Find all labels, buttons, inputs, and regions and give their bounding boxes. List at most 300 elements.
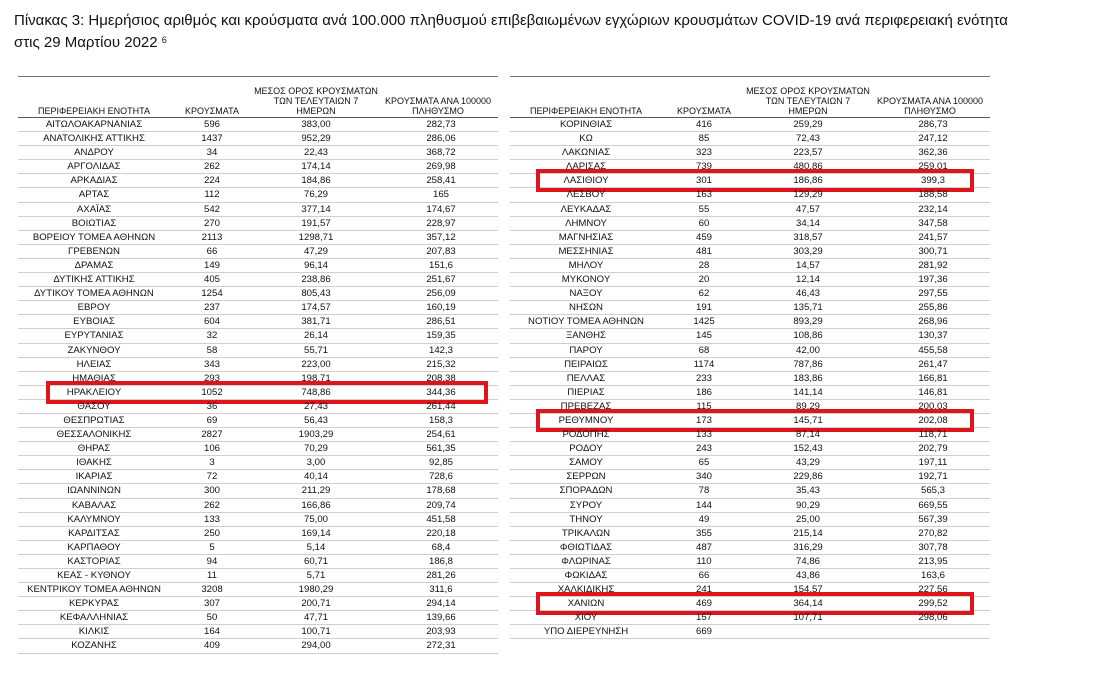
cell-per100k: 259,01 xyxy=(918,161,948,173)
table-row xyxy=(18,513,498,527)
cell-region: ΧΑΛΚΙΔΙΚΗΣ xyxy=(557,584,615,596)
table-caption xyxy=(14,10,1014,54)
cell-per100k: 728,6 xyxy=(428,471,453,483)
cell-avg7: 14,57 xyxy=(795,259,820,271)
cell-cases: 1254 xyxy=(201,288,223,300)
cell-region: ΑΙΤΩΛΟΑΚΑΡΝΑΝΙΑΣ xyxy=(45,119,143,130)
cell-avg7: 200,71 xyxy=(301,598,331,610)
table-row xyxy=(510,245,990,259)
table-row xyxy=(510,231,990,245)
left-table-body xyxy=(18,118,498,654)
cell-per100k: 208,38 xyxy=(426,372,456,384)
cell-region: ΛΑΡΙΣΑΣ xyxy=(565,161,607,173)
cell-cases: 94 xyxy=(206,555,218,567)
cell-per100k: 118,71 xyxy=(918,429,948,441)
cell-per100k: 130,37 xyxy=(918,330,948,342)
cell-avg7: 135,71 xyxy=(793,302,823,314)
cell-avg7: 100,71 xyxy=(301,626,331,638)
cell-avg7: 47,29 xyxy=(303,245,328,257)
table-row xyxy=(18,245,498,259)
cell-region: ΛΑΣΙΘΙΟΥ xyxy=(563,175,609,187)
table-row xyxy=(510,470,990,484)
cell-cases: 1174 xyxy=(693,358,715,370)
table-row xyxy=(18,160,498,174)
cell-cases: 542 xyxy=(203,203,220,215)
footnote-marker: 6 xyxy=(161,35,167,45)
table-row xyxy=(510,611,990,625)
cell-per100k: 286,73 xyxy=(918,119,948,130)
cell-avg7: 5,14 xyxy=(306,541,326,553)
cell-cases: 133 xyxy=(203,513,220,525)
cell-avg7: 35,43 xyxy=(795,485,820,497)
cell-region: ΙΘΑΚΗΣ xyxy=(76,457,112,469)
cell-per100k: 344,36 xyxy=(426,386,456,398)
cell-avg7: 952,29 xyxy=(301,133,331,145)
cell-region: ΜΗΛΟΥ xyxy=(568,259,604,271)
cell-cases: 72 xyxy=(206,471,218,483)
cell-cases: 157 xyxy=(695,612,712,624)
cell-region: ΝΗΣΩΝ xyxy=(569,302,603,314)
cell-per100k: 202,08 xyxy=(918,414,948,426)
cell-cases: 58 xyxy=(206,344,218,356)
table-row xyxy=(510,188,990,202)
cell-region: ΑΝΔΡΟΥ xyxy=(74,147,114,159)
cell-cases: 262 xyxy=(203,499,220,511)
cell-avg7: 145,71 xyxy=(793,414,823,426)
cell-cases: 62 xyxy=(698,288,710,300)
cell-cases: 241 xyxy=(695,584,712,596)
cell-avg7: 152,43 xyxy=(793,443,823,455)
cell-per100k: 286,51 xyxy=(426,316,456,328)
cell-per100k: 247,12 xyxy=(918,133,948,145)
cell-region: ΑΝΑΤΟΛΙΚΗΣ ΑΤΤΙΚΗΣ xyxy=(43,133,145,145)
cell-avg7: 70,29 xyxy=(303,443,328,455)
cell-per100k: 282,73 xyxy=(426,119,456,130)
cell-region: ΛΗΜΝΟΥ xyxy=(565,217,607,229)
cell-cases: 78 xyxy=(698,485,710,497)
table-row xyxy=(18,555,498,569)
cell-cases: 145 xyxy=(695,330,712,342)
cell-avg7: 174,57 xyxy=(301,302,331,314)
cell-avg7: 318,57 xyxy=(793,231,823,243)
header-per100k: ΚΡΟΥΣΜΑΤΑ ΑΝΑ 100000 ΠΛΗΘΥΣΜΟ xyxy=(385,96,491,116)
cell-per100k: 207,83 xyxy=(426,245,456,257)
cell-cases: 50 xyxy=(206,612,218,624)
cell-region: ΚΙΛΚΙΣ xyxy=(78,626,110,638)
cell-region: ΚΑΡΔΙΤΣΑΣ xyxy=(68,527,120,539)
cell-region: ΧΑΝΙΩΝ xyxy=(567,598,605,610)
cell-avg7: 748,86 xyxy=(301,386,331,398)
cell-cases: 186 xyxy=(695,386,712,398)
cell-cases: 233 xyxy=(695,372,712,384)
cell-cases: 3208 xyxy=(201,584,223,596)
cell-cases: 115 xyxy=(696,400,712,412)
cell-region: ΡΟΔΟΥ xyxy=(569,443,603,455)
table-row xyxy=(510,273,990,287)
cell-per100k: 166,81 xyxy=(918,372,948,384)
cell-avg7: 1980,29 xyxy=(298,584,334,596)
cell-avg7: 43,86 xyxy=(795,570,820,581)
table-row xyxy=(18,217,498,231)
table-row xyxy=(510,160,990,174)
cell-per100k: 347,58 xyxy=(918,217,948,229)
cell-cases: 36 xyxy=(206,400,218,412)
cell-region: ΑΡΚΑΔΙΑΣ xyxy=(70,175,118,187)
cell-cases: 459 xyxy=(695,231,712,243)
cell-per100k: 197,11 xyxy=(918,457,948,469)
cell-region: ΑΡΤΑΣ xyxy=(78,189,110,201)
cell-region: ΠΕΛΛΑΣ xyxy=(566,372,606,384)
cell-cases: 110 xyxy=(696,555,712,567)
table-row xyxy=(510,329,990,343)
table-row xyxy=(510,118,990,132)
cell-per100k xyxy=(870,625,990,638)
cell-cases: 1425 xyxy=(693,316,715,328)
cell-cases: 68 xyxy=(698,344,710,356)
cell-avg7: 108,86 xyxy=(793,330,823,342)
cell-avg7: 169,14 xyxy=(301,527,331,539)
cell-cases: 112 xyxy=(204,189,220,201)
cell-per100k: 268,96 xyxy=(918,316,948,328)
cell-per100k: 202,79 xyxy=(918,443,948,455)
table-row xyxy=(18,329,498,343)
cell-avg7: 25,00 xyxy=(795,513,820,525)
cell-cases: 34 xyxy=(206,147,218,159)
cell-avg7: 787,86 xyxy=(793,358,823,370)
cell-region: ΚΑΛΥΜΝΟΥ xyxy=(67,513,121,525)
cell-cases: 739 xyxy=(695,161,712,173)
cell-avg7: 154,57 xyxy=(793,584,823,596)
table-row xyxy=(18,301,498,315)
cell-per100k: 307,78 xyxy=(918,541,948,553)
cell-avg7: 191,57 xyxy=(301,217,331,229)
table-row xyxy=(18,499,498,513)
cell-per100k: 203,93 xyxy=(426,626,456,638)
cell-avg7: 75,00 xyxy=(303,513,328,525)
table-row xyxy=(18,625,498,639)
table-row xyxy=(18,203,498,217)
cell-avg7: 198,71 xyxy=(301,372,331,384)
cell-cases: 66 xyxy=(698,570,710,581)
cell-region: ΝΑΞΟΥ xyxy=(569,288,603,300)
cell-cases: 28 xyxy=(698,259,710,271)
cell-avg7: 40,14 xyxy=(303,471,328,483)
cell-avg7: 96,14 xyxy=(303,259,328,271)
cell-region: ΣΠΟΡΑΔΩΝ xyxy=(559,485,613,497)
cell-avg7: 183,86 xyxy=(793,372,823,384)
cell-region: ΦΩΚΙΔΑΣ xyxy=(564,570,608,581)
cell-region: ΖΑΚΥΝΘΟΥ xyxy=(67,344,121,356)
cell-region: ΠΡΕΒΕΖΑΣ xyxy=(560,400,612,412)
table-row xyxy=(510,569,990,583)
table-row xyxy=(510,527,990,541)
table-row xyxy=(510,203,990,217)
cell-avg7: 129,29 xyxy=(793,189,823,201)
cell-per100k: 311,6 xyxy=(429,584,453,596)
cell-avg7: 166,86 xyxy=(301,499,331,511)
cell-region: ΒΟΙΩΤΙΑΣ xyxy=(71,217,117,229)
table-row xyxy=(510,625,990,639)
table-row-highlighted xyxy=(510,414,990,428)
cell-per100k: 158,3 xyxy=(428,414,453,426)
cell-avg7: 223,00 xyxy=(301,358,331,370)
header-region: ΠΕΡΙΦΕΡΕΙΑΚΗ ΕΝΟΤΗΤΑ xyxy=(37,106,151,116)
cell-per100k: 258,41 xyxy=(426,175,456,187)
cell-per100k: 455,58 xyxy=(918,344,948,356)
cell-region: ΚΕΑΣ - ΚΥΘΝΟΥ xyxy=(57,570,131,581)
table-row xyxy=(18,400,498,414)
cell-cases: 20 xyxy=(698,274,710,286)
cell-region: ΥΠΟ ΔΙΕΡΕΥΝΗΣΗ xyxy=(543,626,629,638)
cell-avg7 xyxy=(746,625,870,638)
cell-cases: 307 xyxy=(203,598,220,610)
cell-per100k: 286,06 xyxy=(426,133,456,145)
cell-cases: 300 xyxy=(203,485,220,497)
cell-cases: 133 xyxy=(695,429,712,441)
cell-region: ΕΥΡΥΤΑΝΙΑΣ xyxy=(64,330,124,342)
cell-region: ΠΙΕΡΙΑΣ xyxy=(567,386,605,398)
cell-avg7: 238,86 xyxy=(301,274,331,286)
cell-region: ΗΜΑΘΙΑΣ xyxy=(72,372,116,384)
cell-cases: 340 xyxy=(695,471,712,483)
cell-per100k: 261,44 xyxy=(426,400,456,412)
cell-region: ΑΡΓΟΛΙΔΑΣ xyxy=(67,161,121,173)
cell-per100k: 270,82 xyxy=(918,527,948,539)
table-row xyxy=(18,118,498,132)
table-row xyxy=(18,428,498,442)
cell-avg7: 76,29 xyxy=(303,189,328,201)
table-row xyxy=(18,259,498,273)
cell-cases: 243 xyxy=(695,443,712,455)
cell-region: ΘΑΣΟΥ xyxy=(77,400,111,412)
cell-per100k: 139,66 xyxy=(426,612,456,624)
cell-per100k: 300,71 xyxy=(918,245,948,257)
cell-region: ΘΕΣΣΑΛΟΝΙΚΗΣ xyxy=(56,429,132,441)
cell-region: ΙΚΑΡΙΑΣ xyxy=(75,471,113,483)
table-row xyxy=(510,344,990,358)
cell-region: ΘΗΡΑΣ xyxy=(77,443,111,455)
table-row xyxy=(18,611,498,625)
cell-region: ΚΑΣΤΟΡΙΑΣ xyxy=(67,555,121,567)
cell-avg7: 43,29 xyxy=(795,457,820,469)
cell-region: ΞΑΝΘΗΣ xyxy=(566,330,606,342)
header-cases: ΚΡΟΥΣΜΑΤΑ xyxy=(677,106,731,116)
cell-per100k: 142,3 xyxy=(428,344,453,356)
cell-avg7: 56,43 xyxy=(303,414,328,426)
cell-region: ΠΕΙΡΑΙΩΣ xyxy=(564,358,608,370)
cell-cases: 55 xyxy=(698,203,710,215)
cell-cases: 106 xyxy=(203,443,220,455)
cell-region: ΦΘΙΩΤΙΔΑΣ xyxy=(559,541,613,553)
table-row xyxy=(18,442,498,456)
table-row xyxy=(18,358,498,372)
cell-region: ΗΡΑΚΛΕΙΟΥ xyxy=(66,386,122,398)
cell-cases: 149 xyxy=(203,259,220,271)
cell-avg7: 34,14 xyxy=(795,217,820,229)
cell-region: ΚΕΡΚΥΡΑΣ xyxy=(68,598,119,610)
cell-per100k: 228,97 xyxy=(426,217,456,229)
cell-cases: 355 xyxy=(695,527,712,539)
cell-cases: 250 xyxy=(203,527,220,539)
right-table-body xyxy=(510,118,990,639)
cell-region: ΚΟΡΙΝΘΙΑΣ xyxy=(559,119,613,130)
cell-region: ΠΑΡΟΥ xyxy=(569,344,603,356)
cell-cases: 604 xyxy=(203,316,220,328)
cell-region: ΡΕΘΥΜΝΟΥ xyxy=(558,414,614,426)
cell-region: ΣΥΡΟΥ xyxy=(569,499,603,511)
table-row xyxy=(510,400,990,414)
cell-cases: 5 xyxy=(209,541,215,553)
cell-avg7: 74,86 xyxy=(795,555,820,567)
table-row xyxy=(510,217,990,231)
cell-region: ΦΛΩΡΙΝΑΣ xyxy=(561,555,611,567)
cell-cases: 163 xyxy=(695,189,712,201)
cell-region: ΣΕΡΡΩΝ xyxy=(566,471,606,483)
cell-avg7: 12,14 xyxy=(795,274,820,286)
cell-region: ΑΧΑΪΑΣ xyxy=(76,203,112,215)
cell-cases: 2113 xyxy=(201,231,223,243)
table-row xyxy=(510,259,990,273)
cell-region: ΓΡΕΒΕΝΩΝ xyxy=(68,245,120,257)
cell-cases: 596 xyxy=(203,119,220,130)
cell-region: ΜΕΣΣΗΝΙΑΣ xyxy=(558,245,614,257)
cell-region: ΚΕΝΤΡΙΚΟΥ ΤΟΜΕΑ ΑΘΗΝΩΝ xyxy=(27,584,161,596)
header-per100k: ΚΡΟΥΣΜΑΤΑ ΑΝΑ 100000 ΠΛΗΘΥΣΜΟ xyxy=(877,96,983,116)
header-cases: ΚΡΟΥΣΜΑΤΑ xyxy=(185,106,239,116)
cell-region: ΛΑΚΩΝΙΑΣ xyxy=(561,147,611,159)
cell-region: ΕΥΒΟΙΑΣ xyxy=(73,316,115,328)
cell-avg7: 42,00 xyxy=(795,344,820,356)
header-avg7: ΜΕΣΟΣ ΟΡΟΣ ΚΡΟΥΣΜΑΤΩΝ ΤΩΝ ΤΕΛΕΥΤΑΙΩΝ 7 ΗΜΕΡΩΝ xyxy=(254,86,378,116)
cell-avg7: 215,14 xyxy=(793,527,823,539)
header-region: ΠΕΡΙΦΕΡΕΙΑΚΗ ΕΝΟΤΗΤΑ xyxy=(529,106,643,116)
cell-region: ΔΥΤΙΚΟΥ ΤΟΜΕΑ ΑΘΗΝΩΝ xyxy=(34,288,154,300)
cell-per100k: 68,4 xyxy=(431,541,451,553)
cell-avg7: 377,14 xyxy=(301,203,331,215)
cell-cases: 66 xyxy=(206,245,218,257)
table-row xyxy=(18,372,498,386)
table-row xyxy=(18,541,498,555)
cell-cases: 1052 xyxy=(201,386,223,398)
cell-cases: 416 xyxy=(695,119,712,130)
cell-avg7: 184,86 xyxy=(301,175,331,187)
cell-avg7: 87,14 xyxy=(795,429,820,441)
cell-avg7: 303,29 xyxy=(793,245,823,257)
cell-per100k: 186,8 xyxy=(428,555,453,567)
cell-per100k: 165 xyxy=(432,189,449,201)
cell-cases: 343 xyxy=(203,358,220,370)
cell-avg7: 174,14 xyxy=(301,161,331,173)
table-row xyxy=(510,287,990,301)
cell-cases: 60 xyxy=(698,217,710,229)
cell-per100k: 241,57 xyxy=(918,231,948,243)
table-row xyxy=(510,555,990,569)
cell-region: ΘΕΣΠΡΩΤΙΑΣ xyxy=(63,414,125,426)
cell-region: ΛΕΣΒΟΥ xyxy=(566,189,606,201)
table-row-highlighted xyxy=(18,386,498,400)
cell-per100k: 92,85 xyxy=(428,457,453,469)
cell-avg7: 383,00 xyxy=(301,119,331,130)
cell-avg7: 27,43 xyxy=(303,400,328,412)
cell-cases: 270 xyxy=(203,217,220,229)
table-row xyxy=(510,372,990,386)
cell-cases: 65 xyxy=(698,457,710,469)
cell-per100k: 368,72 xyxy=(426,147,456,159)
cell-per100k: 151,6 xyxy=(428,259,453,271)
cell-cases: 85 xyxy=(698,133,710,145)
cell-cases: 469 xyxy=(695,598,712,610)
table-row xyxy=(510,132,990,146)
cell-cases: 487 xyxy=(695,541,712,553)
cell-avg7: 47,57 xyxy=(795,203,820,215)
cell-avg7: 26,14 xyxy=(303,330,328,342)
cell-region: ΛΕΥΚΑΔΑΣ xyxy=(560,203,612,215)
table-row xyxy=(18,344,498,358)
cell-per100k: 232,14 xyxy=(918,203,948,215)
table-row xyxy=(18,597,498,611)
cell-per100k: 261,47 xyxy=(918,358,948,370)
table-row xyxy=(18,639,498,653)
left-table-header xyxy=(18,77,498,118)
table-row xyxy=(510,583,990,597)
cell-per100k: 251,67 xyxy=(426,274,456,286)
cell-avg7: 294,00 xyxy=(301,640,331,652)
cell-avg7: 47,71 xyxy=(303,612,328,624)
cell-cases: 405 xyxy=(203,274,220,286)
cell-avg7: 259,29 xyxy=(793,119,823,130)
cell-per100k: 281,92 xyxy=(918,259,948,271)
cell-region: ΙΩΑΝΝΙΝΩΝ xyxy=(67,485,121,497)
cell-per100k: 146,81 xyxy=(918,386,948,398)
cell-region: ΡΟΔΟΠΗΣ xyxy=(562,429,610,441)
cell-avg7: 22,43 xyxy=(303,147,328,159)
cell-per100k: 159,35 xyxy=(426,330,456,342)
table-row xyxy=(510,442,990,456)
cell-cases: 32 xyxy=(206,330,218,342)
caption-title: Πίνακας 3: Ημερήσιος αριθμός και κρούσματα ανά 100.000 πληθυσμού επιβεβαιωμένων εγχώριων κρουσμάτων COVID-19 ανά περιφερειακή ενότητα στις 29 Μαρτίου 2022 xyxy=(14,12,1008,51)
cell-region: ΜΑΓΝΗΣΙΑΣ xyxy=(558,231,614,243)
cell-cases: 11 xyxy=(207,570,217,581)
cell-avg7: 381,71 xyxy=(301,316,331,328)
cell-avg7: 72,43 xyxy=(795,133,820,145)
cell-avg7: 90,29 xyxy=(795,499,820,511)
cell-per100k: 451,58 xyxy=(426,513,456,525)
table-row xyxy=(18,527,498,541)
cell-avg7: 1903,29 xyxy=(298,429,334,441)
cell-per100k: 299,52 xyxy=(918,598,948,610)
cell-per100k: 565,3 xyxy=(920,485,945,497)
cell-region: ΕΒΡΟΥ xyxy=(77,302,111,314)
cell-cases: 164 xyxy=(203,626,220,638)
cell-per100k: 227,56 xyxy=(918,584,948,596)
table-row-highlighted xyxy=(510,174,990,188)
table-row xyxy=(510,146,990,160)
cell-avg7: 5,71 xyxy=(306,570,326,581)
table-row-highlighted xyxy=(510,597,990,611)
cell-cases: 293 xyxy=(203,372,220,384)
cell-per100k: 163,6 xyxy=(920,570,945,581)
table-row xyxy=(510,499,990,513)
cell-region: ΜΥΚΟΝΟΥ xyxy=(561,274,611,286)
cell-avg7: 55,71 xyxy=(303,344,328,356)
cell-region: ΗΛΕΙΑΣ xyxy=(76,358,112,370)
cell-region: ΤΗΝΟΥ xyxy=(569,513,603,525)
cell-region: ΚΕΦΑΛΛΗΝΙΑΣ xyxy=(59,612,129,624)
cell-cases: 409 xyxy=(203,640,220,652)
cell-avg7: 107,71 xyxy=(793,612,823,624)
left-table xyxy=(18,76,498,654)
cell-avg7: 141,14 xyxy=(793,386,823,398)
